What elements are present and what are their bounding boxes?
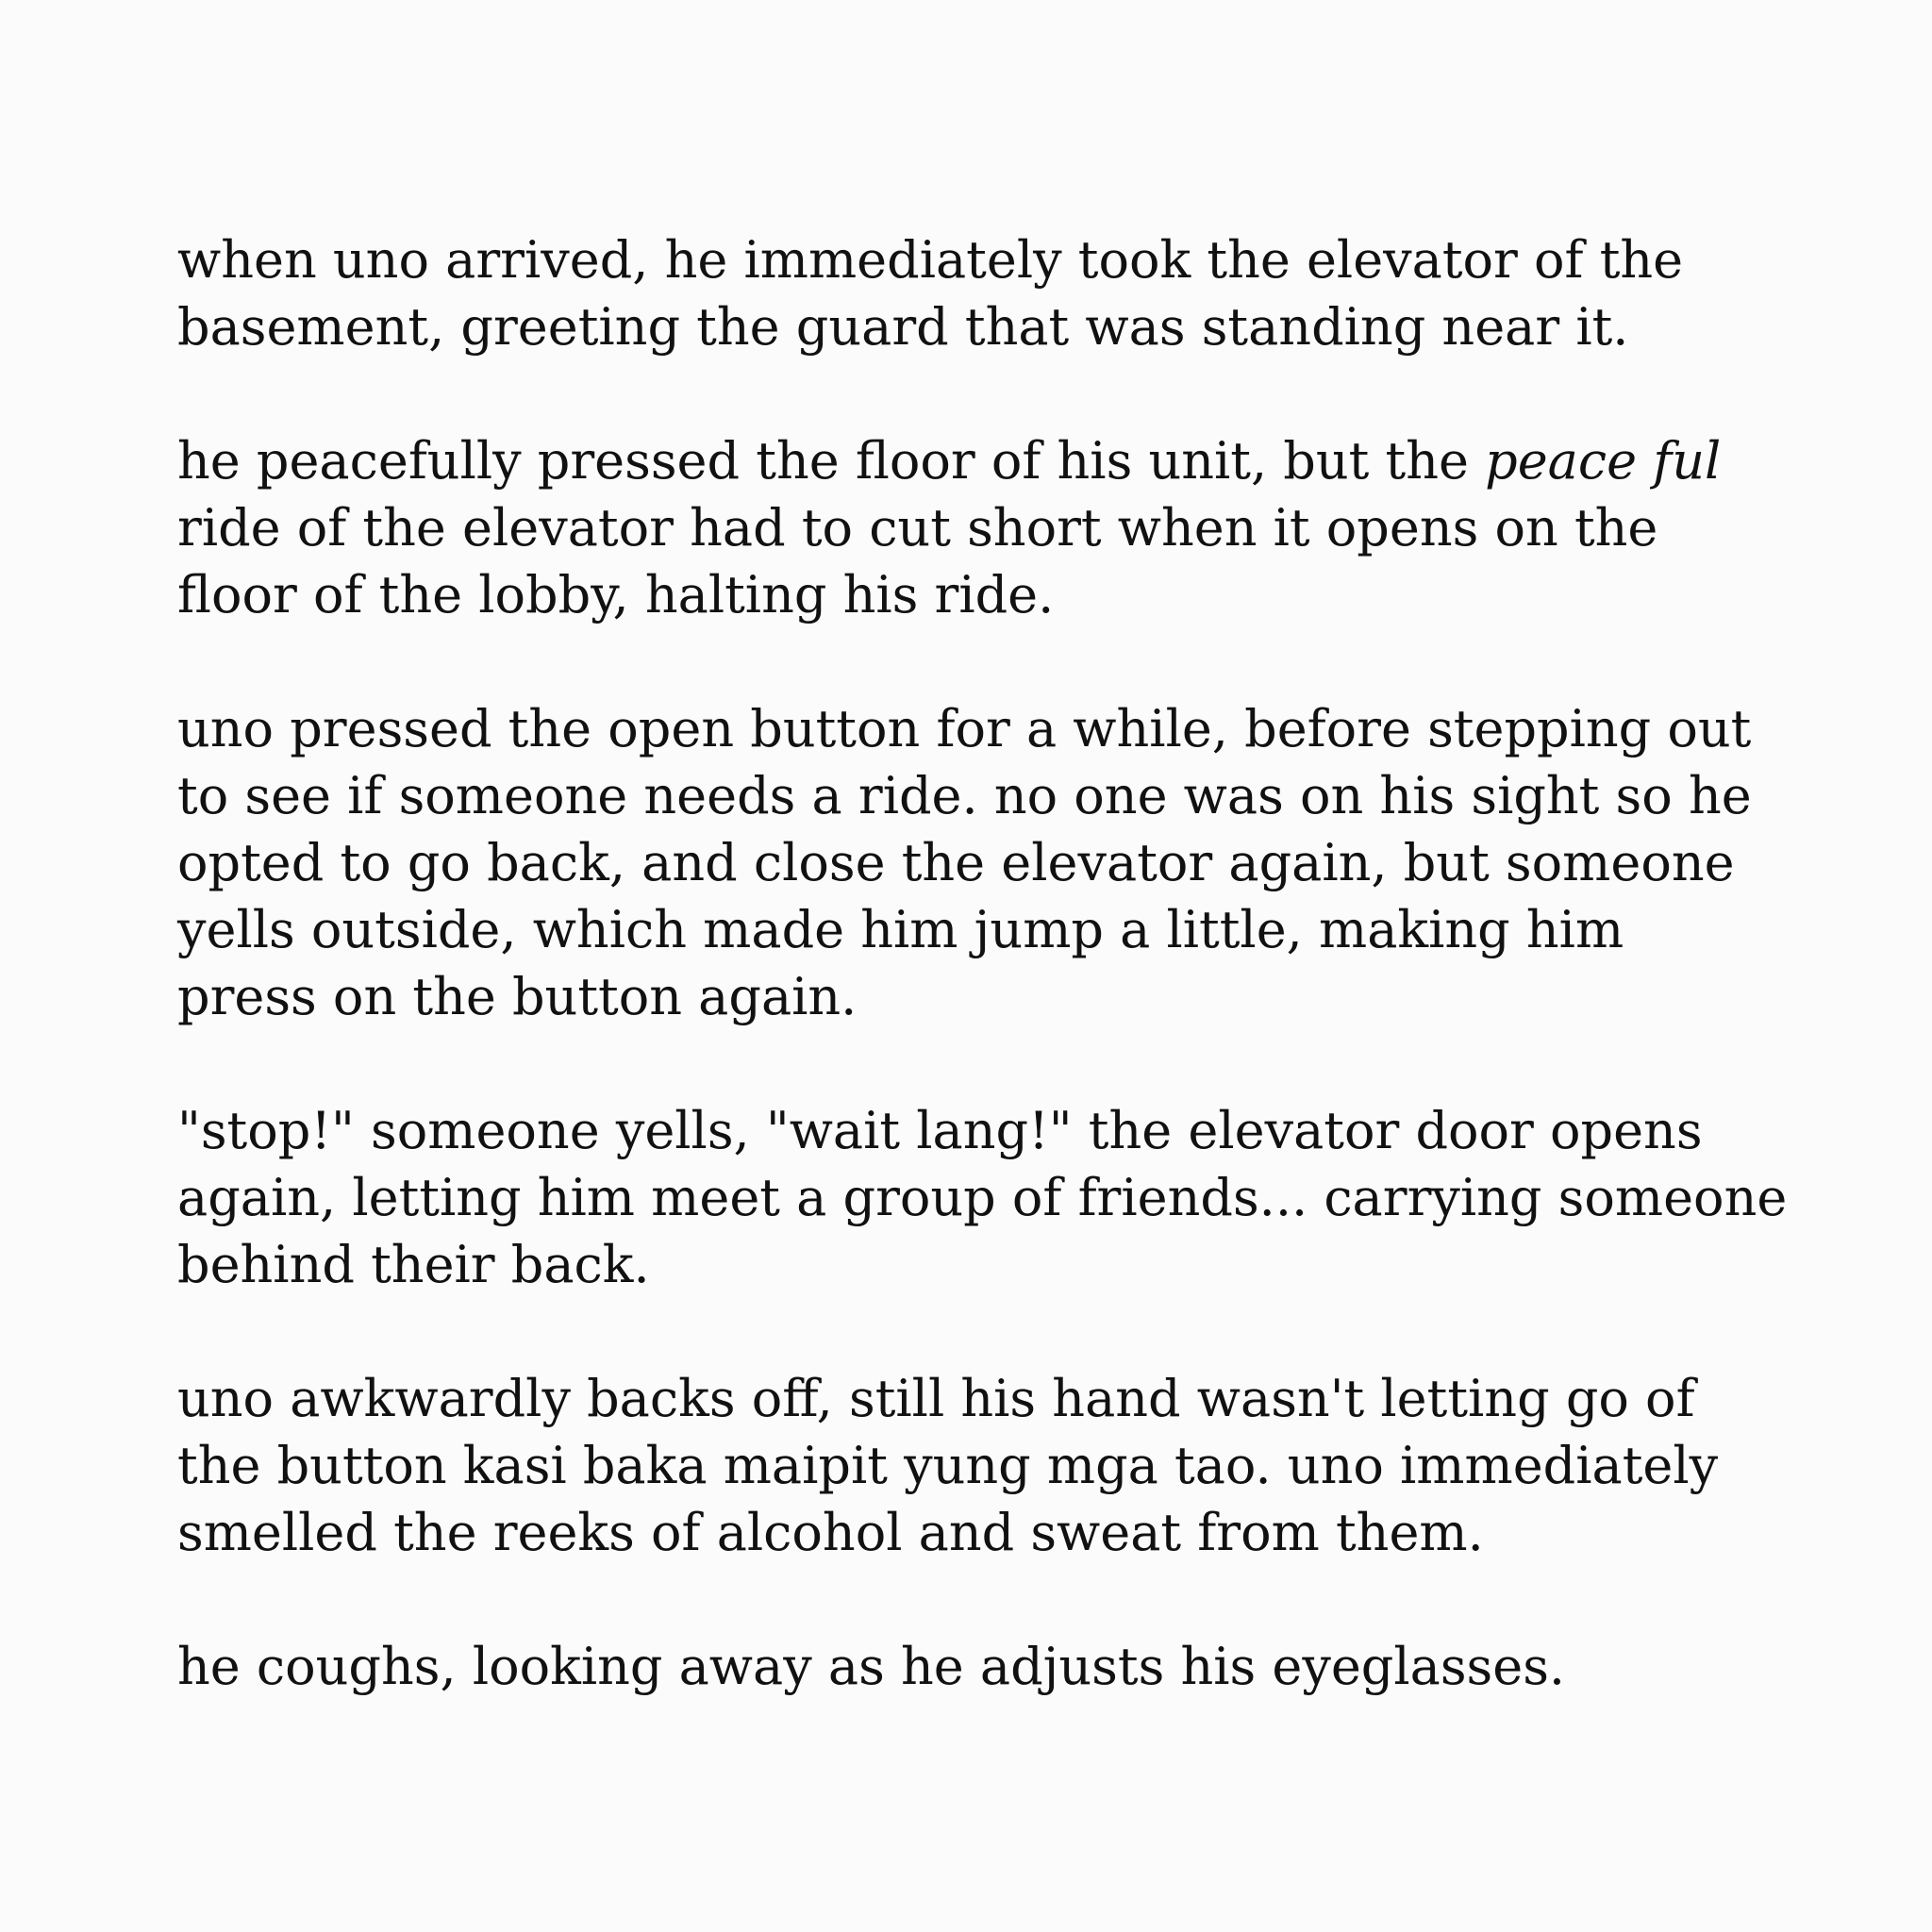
text-line: "stop!" someone yells, "wait lang!" the elevator door opens [177, 1101, 1703, 1160]
italic-emphasis: peace ful [1485, 431, 1722, 491]
text-line: floor of the lobby, halting his ride. [177, 565, 1055, 625]
text-line: ride of the elevator had to cut short when it opens on the [177, 498, 1658, 558]
paragraph-1 [177, 226, 1800, 360]
text-line: behind their back. [177, 1235, 650, 1294]
text-line: press on the button again. [177, 967, 858, 1026]
paragraph-5 [177, 1365, 1800, 1566]
text-line: basement, greeting the guard that was standing near it. [177, 297, 1629, 357]
paragraph-6 [177, 1633, 1800, 1700]
text-line: smelled the reeks of alcohol and sweat from them. [177, 1503, 1484, 1562]
text-segment: he peacefully pressed the floor of his unit, but the [177, 431, 1486, 491]
text-line: uno awkwardly backs off, still his hand wasn't letting go of [177, 1369, 1695, 1428]
paragraph-2 [177, 427, 1800, 628]
text-line: opted to go back, and close the elevator again, but someone [177, 833, 1735, 892]
text-line: he coughs, looking away as he adjusts his eyeglasses. [177, 1637, 1566, 1696]
text-line: uno pressed the open button for a while, before stepping out [177, 699, 1752, 758]
text-line: the button kasi baka maipit yung mga tao. uno immediately [177, 1436, 1719, 1495]
paragraph-4 [177, 1097, 1800, 1298]
story-text [177, 226, 1800, 1767]
text-line: again, letting him meet a group of friends... carrying someone [177, 1168, 1788, 1227]
paragraph-3 [177, 695, 1800, 1030]
text-line [177, 427, 1800, 494]
text-line: to see if someone needs a ride. no one was on his sight so he [177, 766, 1752, 825]
text-line: yells outside, which made him jump a little, making him [177, 900, 1624, 959]
text-line: when uno arrived, he immediately took the elevator of the [177, 230, 1684, 290]
